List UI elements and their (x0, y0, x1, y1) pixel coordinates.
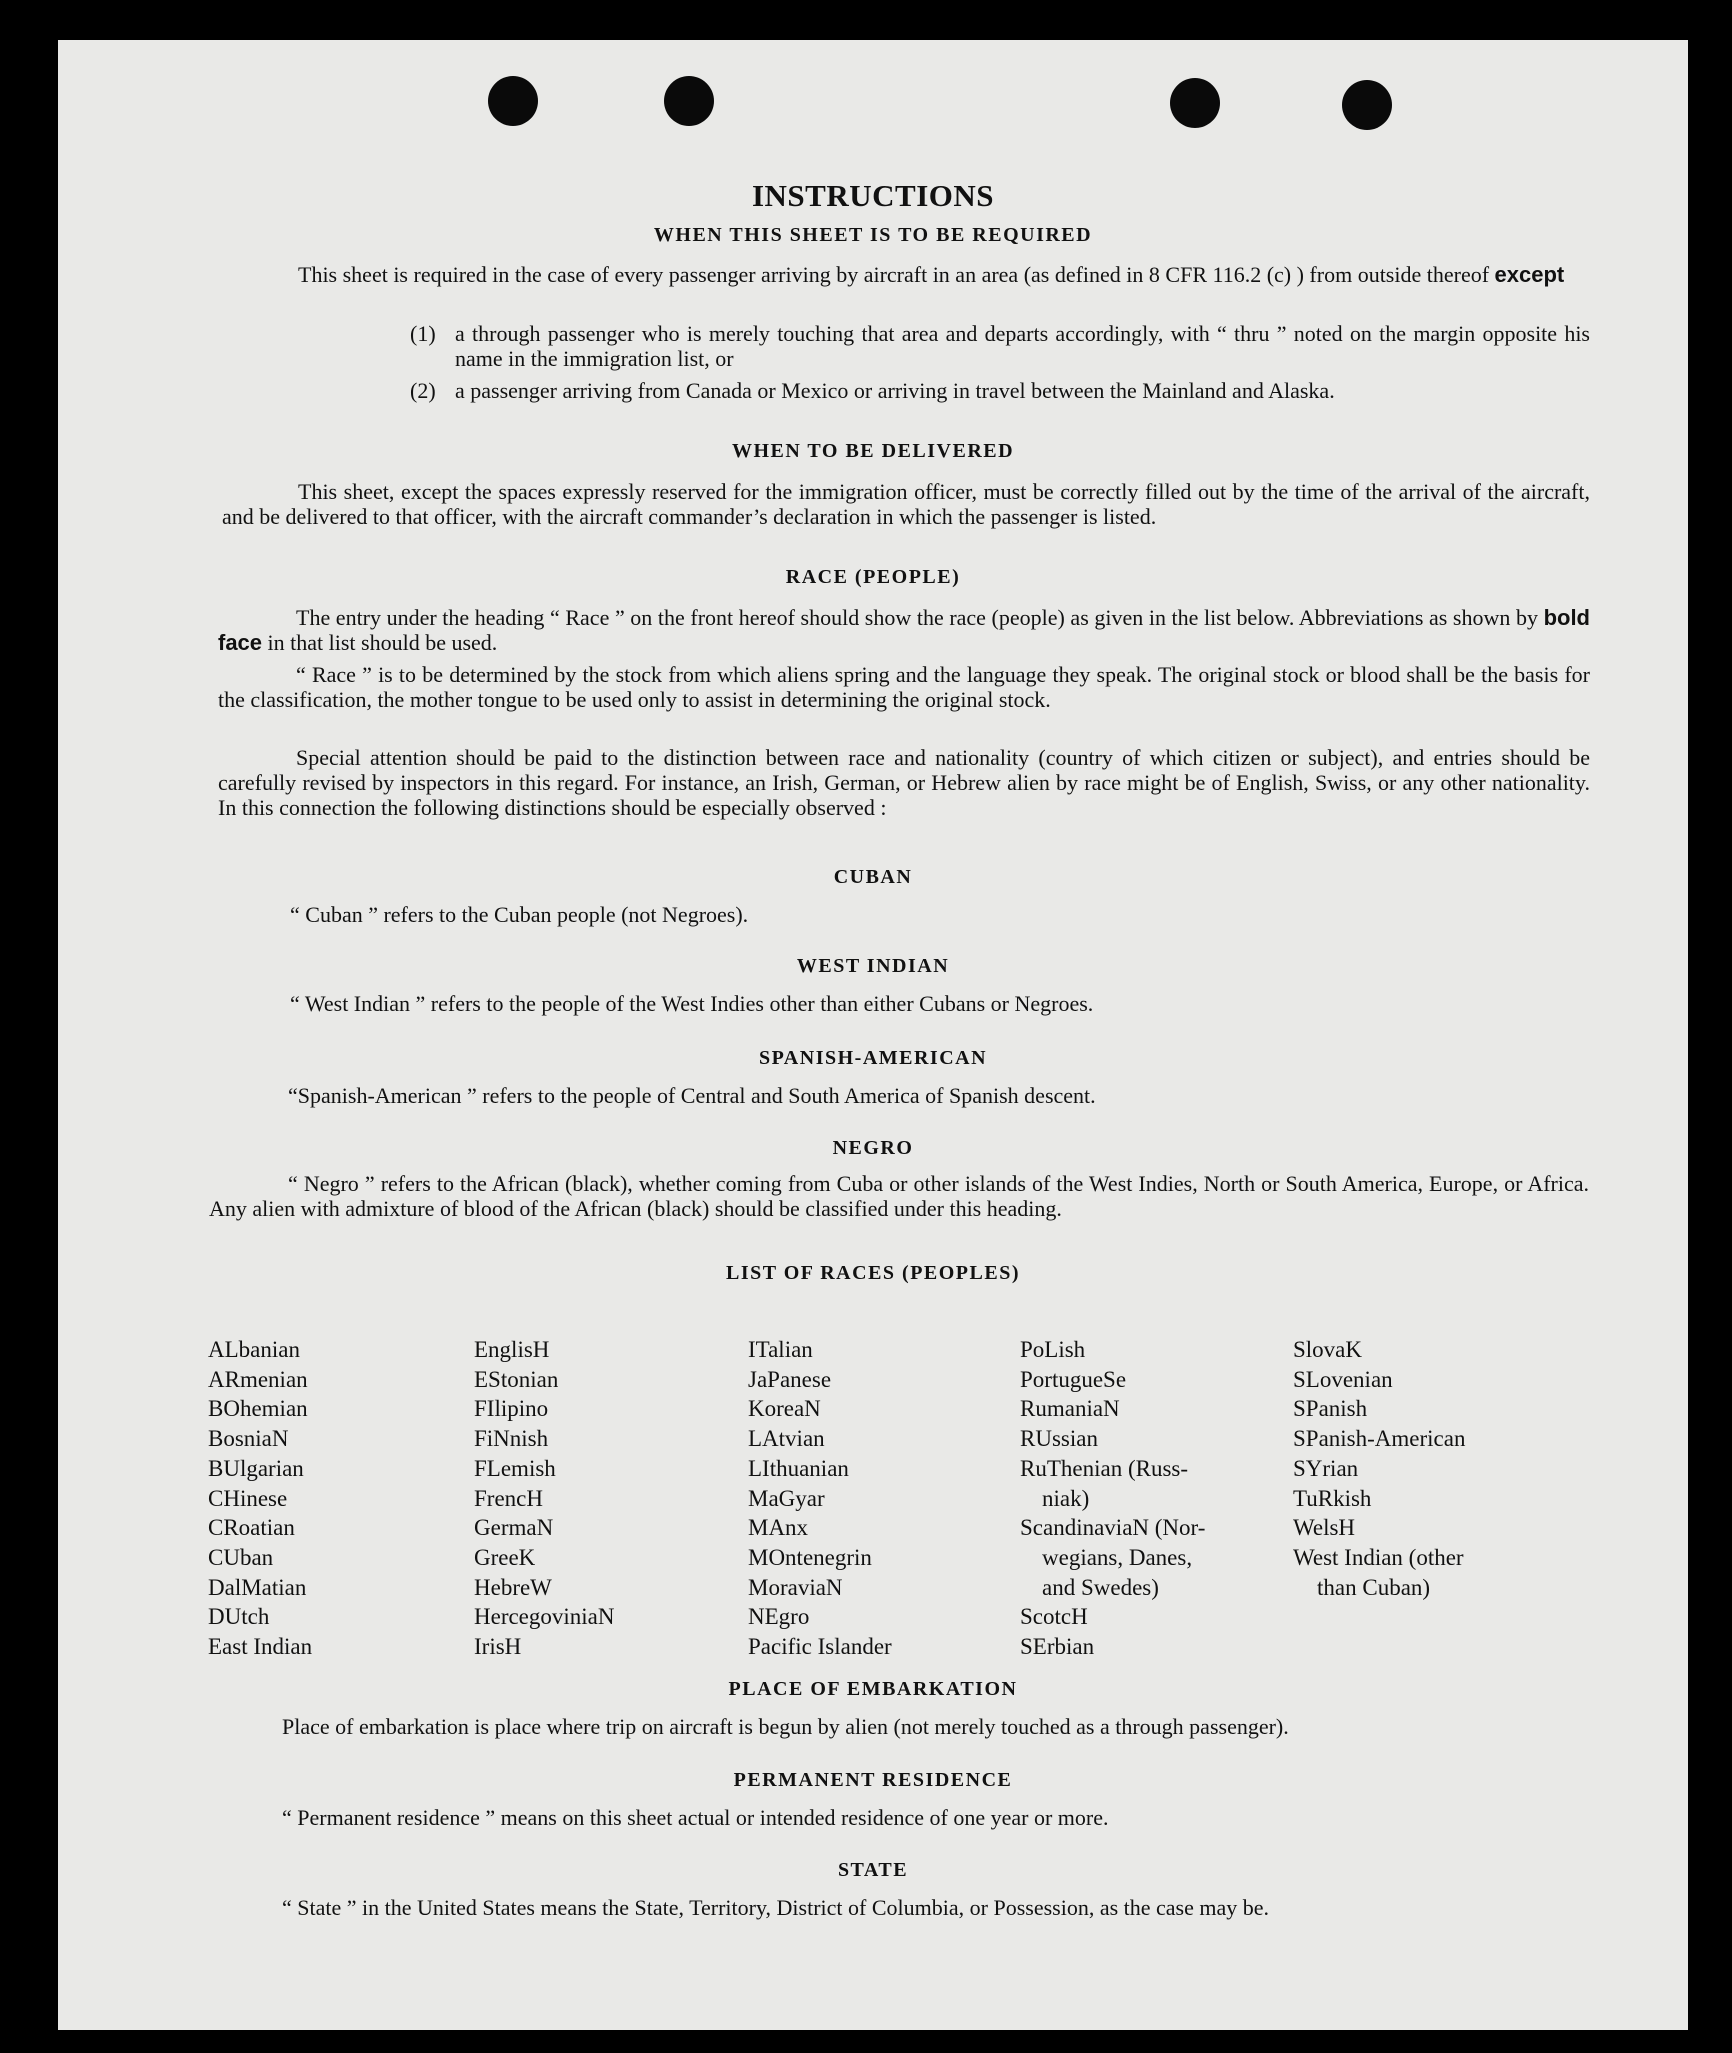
item-text: a passenger arriving from Canada or Mexico or arriving in travel between the Mainland and Alaska. (455, 378, 1335, 403)
punch-hole (1342, 80, 1392, 130)
race-entry: SlovaK (1293, 1337, 1362, 1362)
race-paragraph-3: Special attention should be paid to the distinction between race and nationality (country of which citizen or subject), and entries should be carefully revised by inspectors in this regard. For instance, an Irish, German, or Hebrew alien by race might be of English, Swiss, or any other nationality. In this connection the following distinctions should be especially observed : (218, 745, 1590, 820)
race-entry: SPanish (1293, 1396, 1368, 1422)
race-entry: SYrian (1293, 1455, 1359, 1481)
race-p1-text: The entry under the heading “ Race ” on the front hereof should show the race (people) as given in the list below. Abbreviations as shown by (296, 605, 1544, 630)
race-entry: Pacific Islander (748, 1634, 892, 1660)
section-heading-cuban: CUBAN (833, 866, 913, 888)
race-entry: ALbanian (208, 1337, 300, 1362)
race-entry: BUlgarian (208, 1455, 304, 1481)
except-bold: except (1494, 262, 1565, 287)
section-heading-west-indian: WEST INDIAN (796, 955, 950, 977)
west-indian-text: “ West Indian ” refers to the people of the West Indies other than either Cubans or Negroes. (290, 991, 1094, 1016)
punch-hole (488, 76, 538, 126)
section-heading-when-required: WHEN THIS SHEET IS TO BE REQUIRED (653, 224, 1093, 246)
race-entry: East Indian (208, 1634, 313, 1660)
section-heading-place-of-embarkation: PLACE OF EMBARKATION (728, 1678, 1018, 1700)
race-entry: FIlipino (474, 1396, 549, 1422)
punch-hole (1170, 78, 1220, 128)
race-entry: DUtch (208, 1604, 270, 1630)
race-entry: MAnx (748, 1515, 809, 1541)
race-list-column-1 (208, 1335, 312, 1662)
section-heading-race: RACE (PEOPLE) (785, 566, 961, 588)
section-heading-negro: NEGRO (832, 1137, 914, 1159)
race-paragraph-1 (218, 605, 1590, 655)
race-entry: MoraviaN (748, 1574, 843, 1600)
race-entry: SErbian (1020, 1634, 1095, 1660)
race-entry: RuThenian (Russ- (1020, 1455, 1189, 1481)
spanish-american-text: “Spanish-American ” refers to the people of Central and South America of Spanish descent. (288, 1083, 1096, 1108)
race-entry: SPanish-American (1293, 1426, 1466, 1452)
race-entry: HebreW (474, 1574, 552, 1600)
race-entry: JaPanese (748, 1366, 832, 1392)
race-entry: MaGyar (748, 1485, 825, 1511)
race-entry: MOntenegrin (748, 1544, 872, 1570)
race-entry: NEgro (748, 1604, 810, 1630)
item-number: (1) (410, 321, 436, 346)
race-list-column-3 (748, 1335, 892, 1662)
race-entry: ScotcH (1020, 1604, 1088, 1630)
race-entry: WelsH (1293, 1515, 1356, 1541)
race-entry: EStonian (474, 1366, 559, 1392)
race-p1-text-end: in that list should be used. (262, 630, 498, 655)
when-delivered-text: This sheet, except the spaces expressly reserved for the immigration officer, must be correctly filled out by the time of the arrival of the aircraft, and be delivered to that officer, with the aircraft commander’s declaration in which the passenger is listed. (222, 479, 1590, 529)
race-entry: RumaniaN (1020, 1396, 1120, 1422)
race-entry: DalMatian (208, 1574, 307, 1600)
race-entry: than Cuban) (1317, 1574, 1431, 1600)
page-title: INSTRUCTIONS (751, 178, 994, 213)
race-entry: BosniaN (208, 1426, 289, 1452)
race-list-column-2 (474, 1335, 615, 1662)
place-of-embarkation-text: Place of embarkation is place where trip on aircraft is begun by alien (not merely touched as a through passenger). (282, 1714, 1289, 1739)
race-entry: LIthuanian (748, 1455, 849, 1481)
section-heading-state: STATE (837, 1859, 909, 1881)
exception-item-1 (410, 321, 1590, 371)
race-entry: BOhemian (208, 1396, 308, 1422)
negro-text: “ Negro ” refers to the African (black), whether coming from Cuba or other islands of the West Indies, North or South America, Europe, or Africa. Any alien with admixture of blood of the African (black) should be classified under this heading. (209, 1171, 1589, 1221)
race-entry: CRoatian (208, 1515, 295, 1541)
race-entry: West Indian (other (1293, 1544, 1464, 1570)
section-heading-when-delivered: WHEN TO BE DELIVERED (731, 440, 1015, 462)
exception-item-2 (410, 378, 1590, 403)
race-entry: IrisH (474, 1634, 522, 1660)
document-page (58, 40, 1688, 2030)
race-list-column-4 (1020, 1335, 1205, 1662)
race-entry: FLemish (474, 1455, 556, 1481)
race-entry: CUban (208, 1544, 274, 1570)
race-entry: PortugueSe (1020, 1366, 1127, 1392)
race-entry: TuRkish (1293, 1485, 1372, 1511)
race-entry: RUssian (1020, 1426, 1098, 1452)
permanent-residence-text: “ Permanent residence ” means on this sheet actual or intended residence of one year or more. (282, 1805, 1109, 1830)
race-paragraph-2: “ Race ” is to be determined by the stock from which aliens spring and the language they speak. The original stock or blood shall be the basis for the classification, the mother tongue to be used only to assist in determining the original stock. (218, 662, 1590, 712)
race-entry: wegians, Danes, (1042, 1544, 1193, 1570)
item-text: a through passenger who is merely touching that area and departs accordingly, with “ thru ” noted on the margin opposite his name in the immigration list, or (455, 321, 1590, 371)
race-entry: ScandinaviaN (Nor- (1020, 1515, 1206, 1541)
intro-text: This sheet is required in the case of every passenger arriving by aircraft in an area (as defined in 8 CFR 116.2 (c) ) from outside thereof (298, 262, 1495, 287)
race-entry: KoreaN (748, 1396, 821, 1422)
race-entry: niak) (1042, 1485, 1090, 1511)
race-entry: ITalian (748, 1337, 813, 1362)
when-required-intro (222, 262, 1590, 287)
race-entry: GermaN (474, 1515, 554, 1541)
section-heading-list-of-races: LIST OF RACES (PEOPLES) (725, 1262, 1020, 1284)
race-entry: GreeK (474, 1544, 536, 1570)
race-list-column-5 (1293, 1335, 1465, 1602)
race-entry: CHinese (208, 1485, 288, 1511)
race-entry: ARmenian (208, 1366, 308, 1392)
item-number: (2) (410, 378, 436, 403)
race-entry: SLovenian (1293, 1366, 1393, 1392)
race-entry: PoLish (1020, 1337, 1086, 1362)
section-heading-permanent-residence: PERMANENT RESIDENCE (733, 1769, 1013, 1791)
race-entry: and Swedes) (1042, 1574, 1159, 1600)
race-entry: LAtvian (748, 1426, 825, 1452)
cuban-text: “ Cuban ” refers to the Cuban people (not Negroes). (290, 902, 749, 927)
state-text: “ State ” in the United States means the State, Territory, District of Columbia, or Possession, as the case may be. (282, 1895, 1270, 1920)
race-entry: EnglisH (474, 1337, 550, 1362)
race-entry: FiNnish (474, 1426, 549, 1452)
race-entry: HercegoviniaN (474, 1604, 615, 1630)
bold-face-text: bold face (218, 605, 1590, 655)
section-heading-spanish-american: SPANISH-AMERICAN (758, 1047, 988, 1069)
race-entry: FrencH (474, 1485, 543, 1511)
punch-hole (664, 76, 714, 126)
